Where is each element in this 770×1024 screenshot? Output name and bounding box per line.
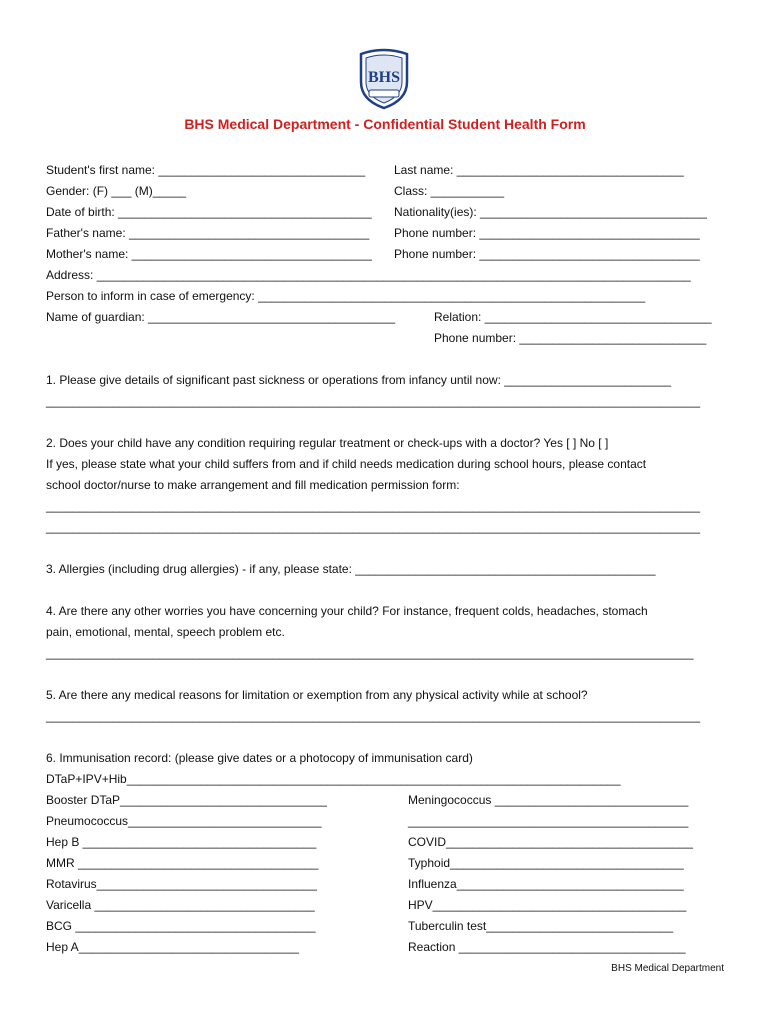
immunisation-bcg[interactable]: BCG ____________________________________ [46,919,316,933]
question-5-answer-line[interactable]: __________________________________________________________________________________________________ [46,709,701,723]
question-2-answer-line[interactable]: __________________________________________________________________________________________________ [46,499,701,513]
immunisation-influenza[interactable]: Influenza__________________________________ [408,877,684,891]
immunisation-covid[interactable]: COVID_____________________________________ [408,835,693,849]
school-crest-logo [357,48,411,110]
question-2-instructions: If yes, please state what your child suffers from and if child needs medication during school hours, please contact [46,457,647,471]
immunisation-tuberculin-test[interactable]: Tuberculin test____________________________ [408,919,674,933]
question-4: 4. Are there any other worries you have concerning your child? For instance, frequent colds, headaches, stomach [46,604,648,618]
guardian-name-field[interactable]: Name of guardian: _____________________________________ [46,310,395,324]
question-6: 6. Immunisation record: (please give dates or a photocopy of immunisation card) [46,751,473,765]
father-phone-field[interactable]: Phone number: _________________________________ [394,226,700,240]
immunisation-hpv[interactable]: HPV______________________________________ [408,898,687,912]
form-title: BHS Medical Department - Confidential Student Health Form [184,116,586,132]
question-3[interactable]: 3. Allergies (including drug allergies) - if any, please state: _____________________________________________ [46,562,656,576]
class-field[interactable]: Class: ___________ [394,184,505,198]
immunisation-varicella[interactable]: Varicella _________________________________ [46,898,315,912]
last-name-field[interactable]: Last name: __________________________________ [394,163,684,177]
question-2-answer-line[interactable]: __________________________________________________________________________________________________ [46,520,701,534]
emergency-contact-field[interactable]: Person to inform in case of emergency: __________________________________________________________ [46,289,646,303]
question-2[interactable]: 2. Does your child have any condition requiring regular treatment or check-ups with a doctor? Yes [ ] No [ ] [46,436,609,450]
question-1[interactable]: 1. Please give details of significant past sickness or operations from infancy until now: _________________________ [46,373,672,387]
guardian-relation-field[interactable]: Relation: __________________________________ [434,310,712,324]
immunisation-typhoid[interactable]: Typhoid___________________________________ [408,856,684,870]
father-name-field[interactable]: Father's name: ____________________________________ [46,226,370,240]
question-1-answer-line[interactable]: __________________________________________________________________________________________________ [46,394,701,408]
immunisation-meningococcus[interactable]: Meningococcus _____________________________ [408,793,689,807]
immunisation-hep-a[interactable]: Hep A_________________________________ [46,940,299,954]
immunisation-hep-b[interactable]: Hep B ___________________________________ [46,835,317,849]
immunisation-blank-line[interactable]: __________________________________________ [408,814,689,828]
gender-field[interactable]: Gender: (F) ___ (M)_____ [46,184,187,198]
svg-text:BHS: BHS [367,69,401,86]
question-5: 5. Are there any medical reasons for limitation or exemption from any physical activity while at school? [46,688,588,702]
immunisation-mmr[interactable]: MMR ____________________________________ [46,856,319,870]
address-field[interactable]: Address: _________________________________________________________________________________________ [46,268,691,282]
immunisation-booster-dtap[interactable]: Booster DTaP_______________________________ [46,793,327,807]
question-4-answer-line[interactable]: _________________________________________________________________________________________________ [46,646,694,660]
question-4-cont: pain, emotional, mental, speech problem etc. [46,625,285,639]
question-2-instructions-cont: school doctor/nurse to make arrangement and fill medication permission form: [46,478,460,492]
immunisation-dtap-ipv-hib[interactable]: DTaP+IPV+Hib__________________________________________________________________________ [46,772,621,786]
mother-phone-field[interactable]: Phone number: _________________________________ [394,247,700,261]
first-name-field[interactable]: Student's first name: _______________________________ [46,163,366,177]
mother-name-field[interactable]: Mother's name: ____________________________________ [46,247,372,261]
immunisation-rotavirus[interactable]: Rotavirus_________________________________ [46,877,317,891]
page-footer: BHS Medical Department [611,963,724,974]
immunisation-pneumococcus[interactable]: Pneumococcus_____________________________ [46,814,322,828]
guardian-phone-field[interactable]: Phone number: ____________________________ [434,331,707,345]
dob-field[interactable]: Date of birth: ______________________________________ [46,205,372,219]
immunisation-reaction[interactable]: Reaction __________________________________ [408,940,686,954]
nationality-field[interactable]: Nationality(ies): __________________________________ [394,205,707,219]
